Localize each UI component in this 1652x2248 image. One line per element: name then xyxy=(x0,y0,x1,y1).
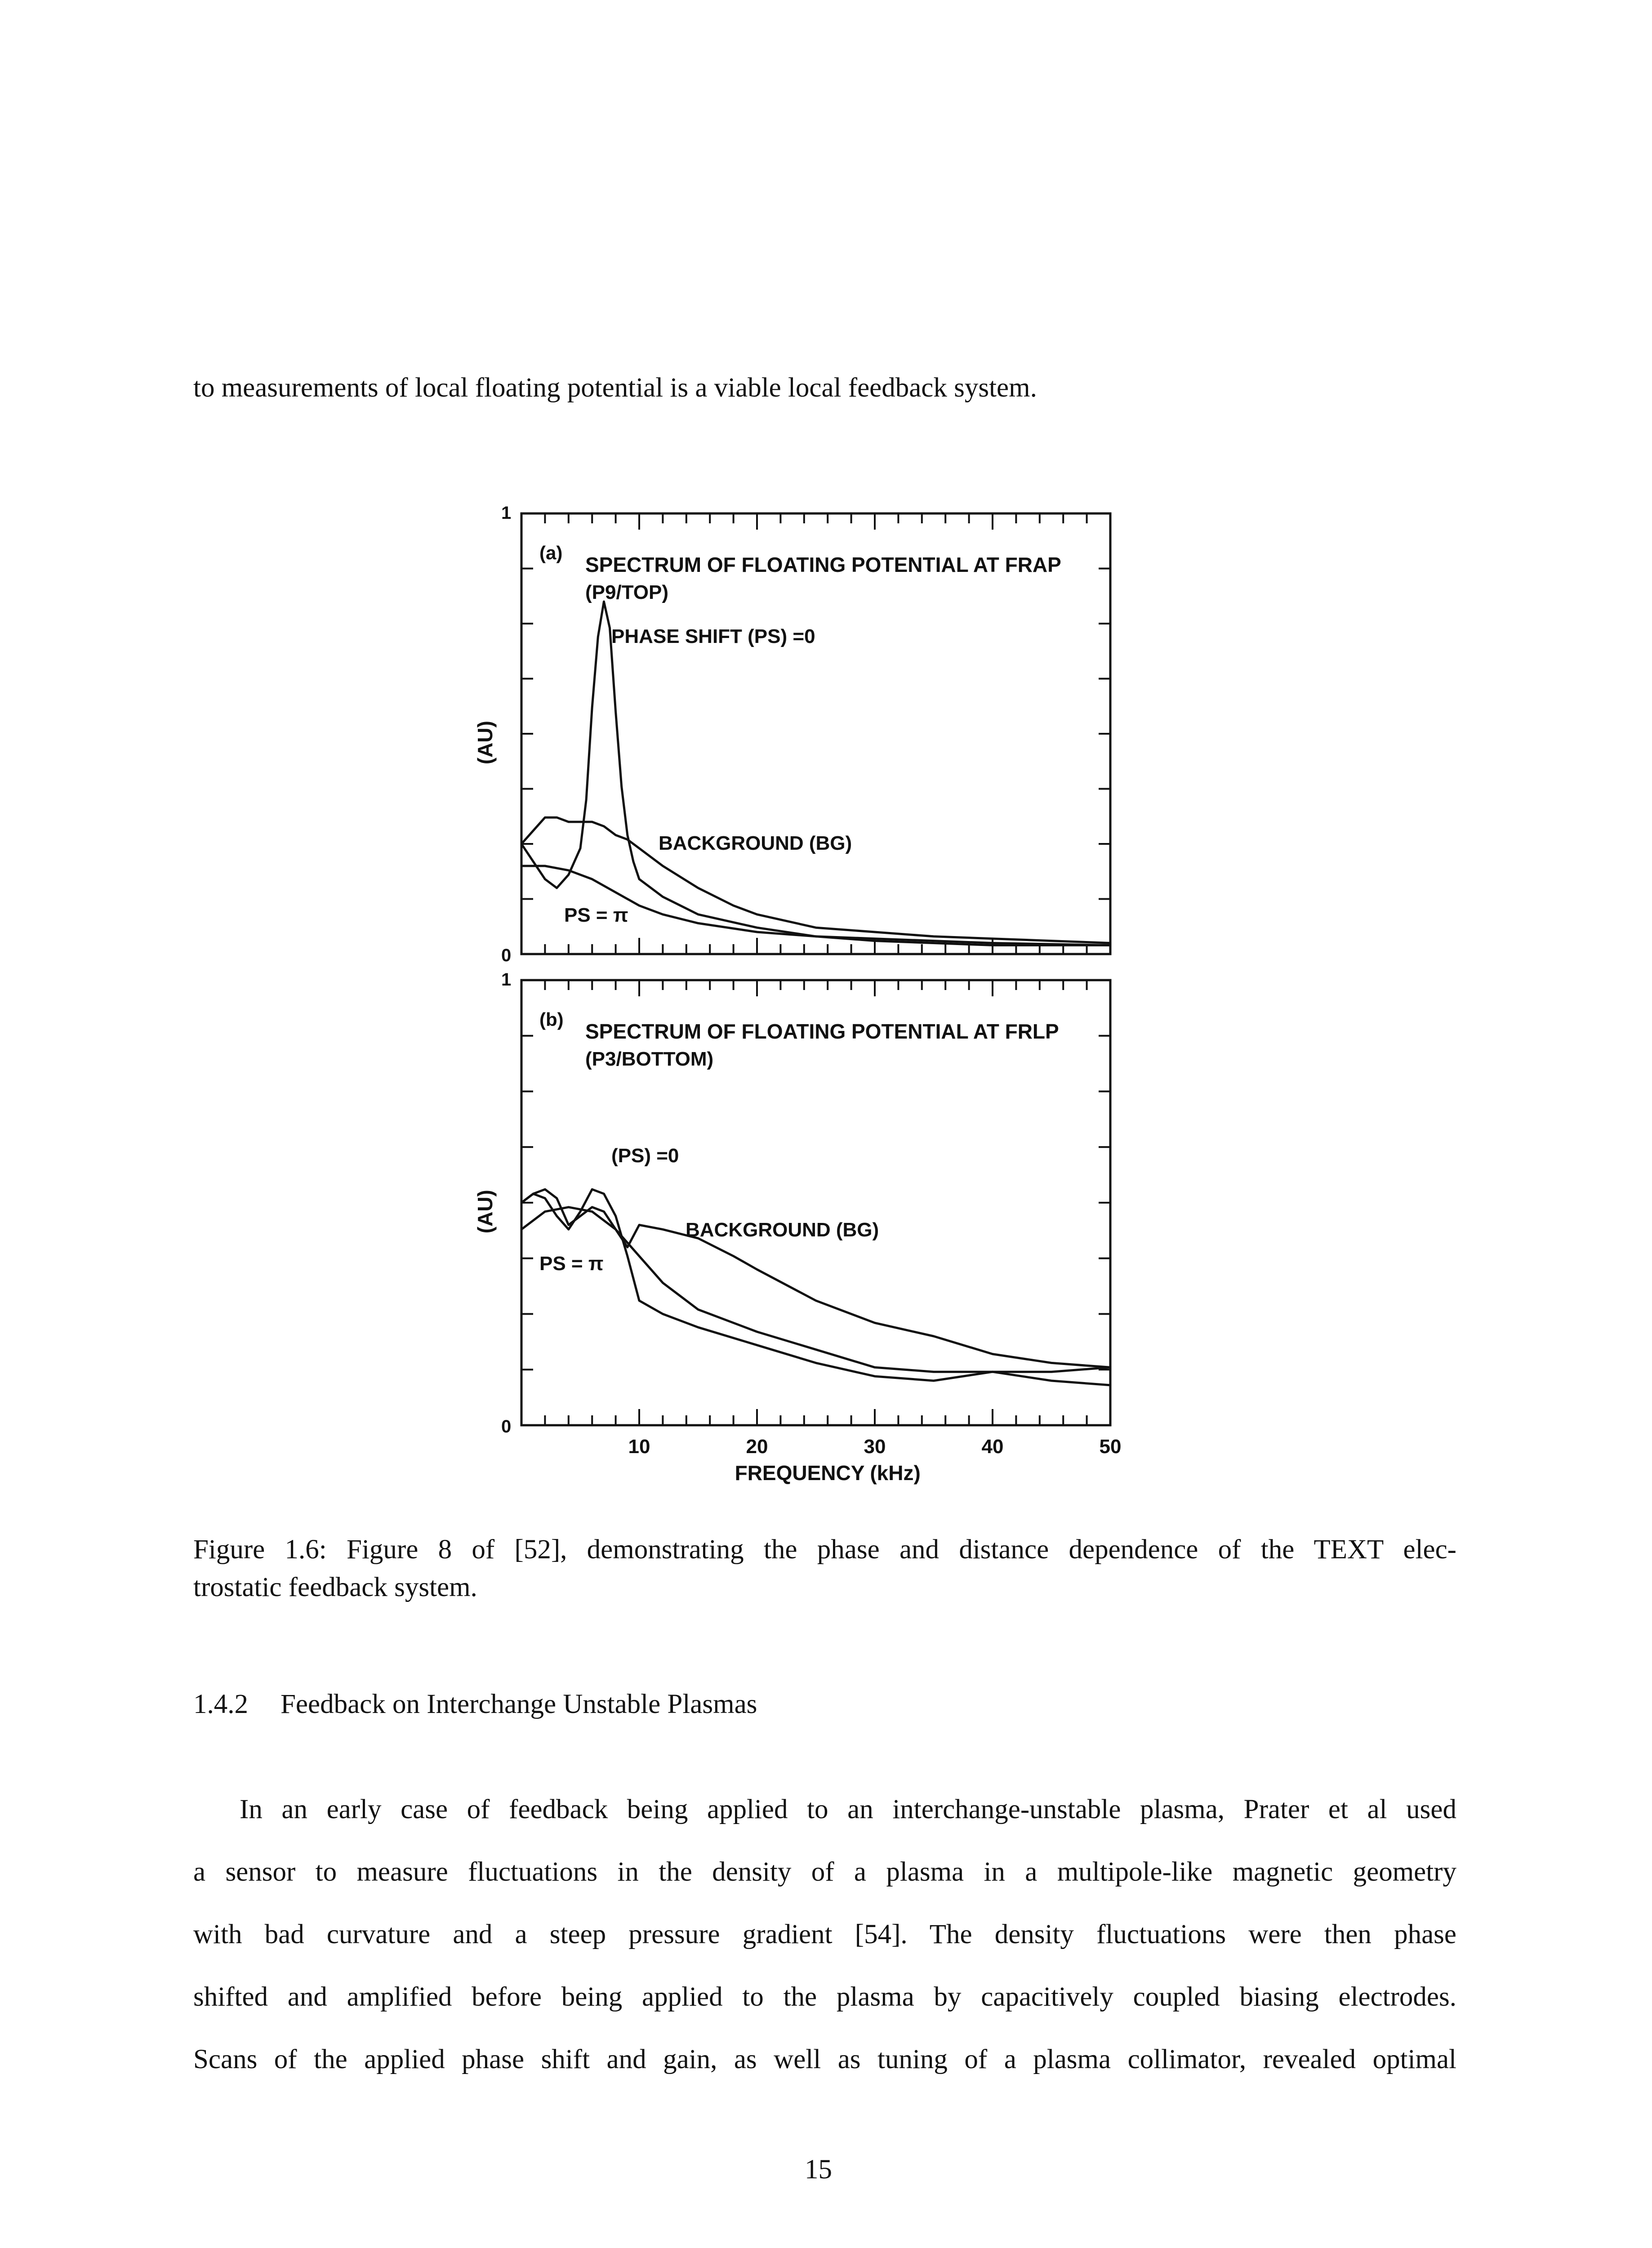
panel-title: SPECTRUM OF FLOATING POTENTIAL AT FRLP xyxy=(585,1020,1059,1043)
panel-subtitle: (P3/BOTTOM) xyxy=(585,1048,714,1070)
y-tick-label: 0 xyxy=(501,946,512,965)
top-line: to measurements of local floating potential is a viable local feedback system. xyxy=(193,373,1037,403)
paragraph-line-5: Scans of the applied phase shift and gain, as well as tuning of a plasma collimator, revealed optimal xyxy=(193,2044,1456,2074)
body-paragraph xyxy=(193,1778,1456,2091)
paragraph-line-2: a sensor to measure fluctuations in the density of a plasma in a multipole-like magnetic geometry xyxy=(193,1857,1456,1887)
figure-caption xyxy=(193,1531,1456,1606)
y-axis-label: (AU) xyxy=(473,721,497,765)
series-label: BACKGROUND (BG) xyxy=(686,1219,879,1241)
page-number: 15 xyxy=(805,2154,832,2185)
x-axis-label: FREQUENCY (kHz) xyxy=(735,1461,921,1485)
caption-line-1: Figure 1.6: Figure 8 of [52], demonstrating the phase and distance dependence of the TEXT elec- xyxy=(193,1534,1456,1565)
caption-line-2: trostatic feedback system. xyxy=(193,1572,477,1602)
x-tick-label: 50 xyxy=(1099,1436,1122,1458)
series-label: PS = π xyxy=(564,904,628,926)
series-label: BACKGROUND (BG) xyxy=(659,832,852,854)
panel-title: SPECTRUM OF FLOATING POTENTIAL AT FRAP xyxy=(585,553,1061,576)
figure-1-6 xyxy=(468,490,1142,1506)
series-label: PHASE SHIFT (PS) =0 xyxy=(611,625,815,647)
panel-label: (b) xyxy=(539,1009,564,1030)
x-tick-label: 20 xyxy=(746,1436,768,1458)
panel-label: (a) xyxy=(539,542,563,563)
series-label: PS = π xyxy=(539,1253,604,1275)
section-number: 1.4.2 xyxy=(193,1689,248,1719)
x-tick-label: 40 xyxy=(981,1436,1004,1458)
paragraph-line-3: with bad curvature and a steep pressure gradient [54]. The density fluctuations were then phase xyxy=(193,1919,1456,1949)
y-tick-label: 0 xyxy=(501,1417,512,1436)
series-line xyxy=(521,602,1110,945)
section-heading xyxy=(193,1690,757,1718)
panel-a xyxy=(473,503,1110,965)
paragraph-line-1: In an early case of feedback being applied to an interchange-unstable plasma, Prater et al used xyxy=(240,1794,1456,1824)
y-tick-label: 1 xyxy=(501,970,512,990)
series-line xyxy=(521,1189,1110,1367)
series-label: (PS) =0 xyxy=(611,1145,679,1167)
y-tick-label: 1 xyxy=(501,503,512,523)
x-tick-label: 10 xyxy=(628,1436,650,1458)
panel-subtitle: (P9/TOP) xyxy=(585,581,669,603)
section-title: Feedback on Interchange Unstable Plasmas xyxy=(281,1689,757,1719)
x-tick-label: 30 xyxy=(864,1436,886,1458)
panel-b xyxy=(473,970,1121,1485)
paragraph-line-4: shifted and amplified before being applied to the plasma by capacitively coupled biasing electrodes. xyxy=(193,1982,1456,2012)
y-axis-label: (AU) xyxy=(473,1190,497,1234)
